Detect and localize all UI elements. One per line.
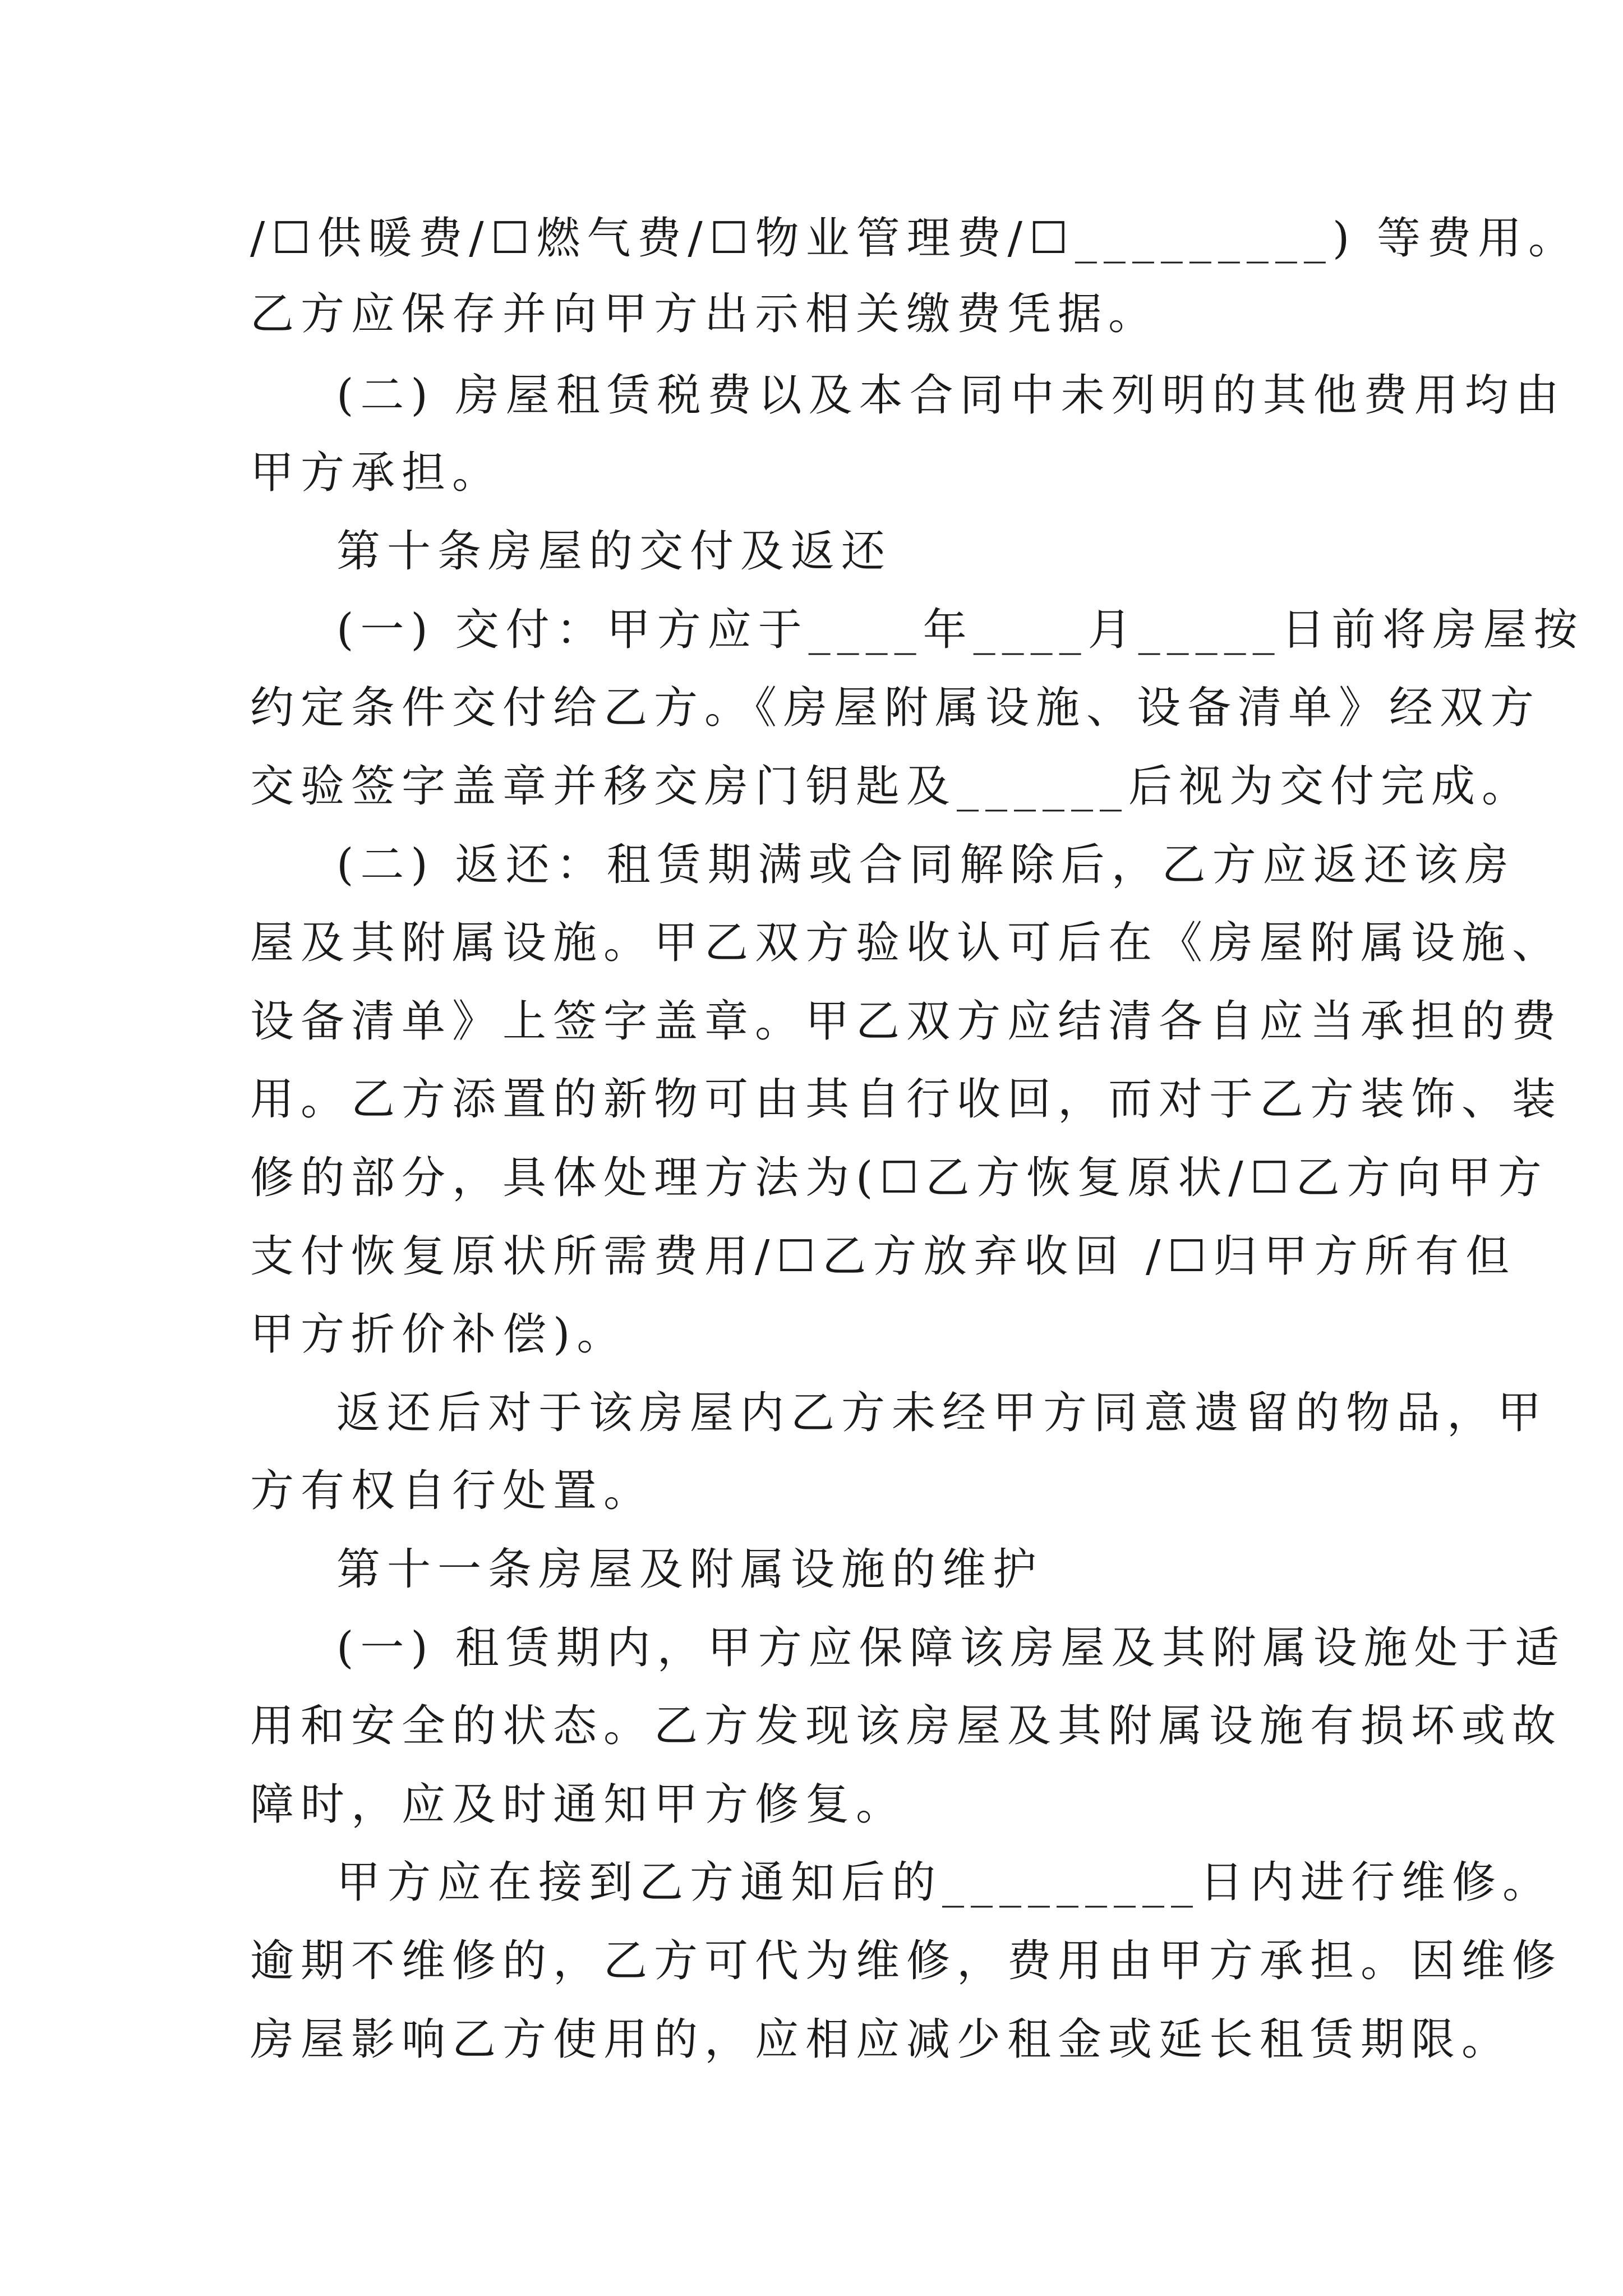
text-line-clause-11-1: (一) 租赁期内，甲方应保障该房屋及其附属设施处于适 <box>336 1623 1566 1673</box>
article-10-heading: 第十条房屋的交付及返还 <box>336 526 892 577</box>
text-line-clause-10-1: (一) 交付：甲方应于____年____月_____日前将房屋按 <box>336 605 1584 655</box>
text-line-abandoned-items-cont: 方有权自行处置。 <box>250 1466 654 1516</box>
text-line-clause-11-1-cont-b: 障时，应及时通知甲方修复。 <box>250 1779 907 1830</box>
text-line-clause-10-1-cont-b: 交验签字盖章并移交房门钥匙及______后视为交付完成。 <box>250 761 1533 812</box>
text-line-clause-9-2-cont: 甲方承担。 <box>250 448 503 498</box>
text-line-clause-10-1-cont-a: 约定条件交付给乙方。《房屋附属设施、设备清单》经双方 <box>250 683 1541 733</box>
text-line-clause-10-2-cont-f: 甲方折价补偿)。 <box>250 1309 628 1360</box>
text-line-clause-10-2-cont-d: 修的部分，具体处理方法为(☐乙方恢复原状/☐乙方向甲方 <box>250 1153 1548 1203</box>
text-line-repair-deadline-cont-b: 房屋影响乙方使用的，应相应减少租金或延长租赁期限。 <box>250 2014 1513 2065</box>
text-line-fee-options: /☐供暖费/☐燃气费/☐物业管理费/☐_________) 等费用。 <box>250 213 1579 264</box>
text-line-abandoned-items: 返还后对于该房屋内乙方未经甲方同意遗留的物品，甲 <box>336 1388 1548 1438</box>
text-line-clause-10-2-cont-e: 支付恢复原状所需费用/☐乙方放弃收回 /☐归甲方所有但 <box>250 1231 1516 1282</box>
text-line-clause-10-2-cont-c: 用。乙方添置的新物可由其自行收回，而对于乙方装饰、装 <box>250 1074 1563 1125</box>
text-line-clause-10-2-cont-b: 设备清单》上签字盖章。甲乙双方应结清各自应当承担的费 <box>250 996 1563 1047</box>
text-line-clause-10-2: (二) 返还：租赁期满或合同解除后，乙方应返还该房 <box>336 840 1515 890</box>
text-line-repair-deadline-cont-a: 逾期不维修的，乙方可代为维修，费用由甲方承担。因维修 <box>250 1936 1563 1986</box>
text-line-receipts: 乙方应保存并向甲方出示相关缴费凭据。 <box>250 289 1159 339</box>
text-line-clause-10-2-cont-a: 屋及其附属设施。甲乙双方验收认可后在《房屋附属设施、 <box>250 918 1563 968</box>
text-line-repair-deadline: 甲方应在接到乙方通知后的_________日内进行维修。 <box>336 1857 1553 1908</box>
text-line-clause-11-1-cont-a: 用和安全的状态。乙方发现该房屋及其附属设施有损坏或故 <box>250 1701 1563 1751</box>
text-line-clause-9-2: (二) 房屋租赁税费以及本合同中未列明的其他费用均由 <box>336 370 1566 421</box>
article-11-heading: 第十一条房屋及附属设施的维护 <box>336 1544 1044 1595</box>
